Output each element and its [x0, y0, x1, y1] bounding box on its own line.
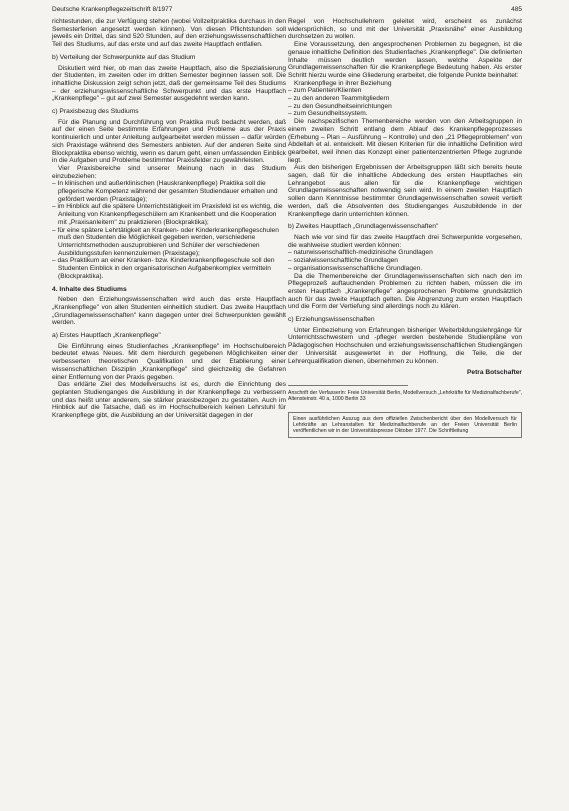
editorial-note-box [288, 412, 522, 438]
list-item: – zu den anderen Teammitgliedern [288, 95, 390, 103]
section-heading: b) Zweites Hauptfach „Grundlagenwissenschaften" [288, 223, 439, 231]
list-item: – organisationswissenschaftliche Grundlagen. [288, 264, 423, 272]
section-heading: c) Erziehungswissenschaften [288, 316, 375, 324]
paragraph: Neben den Erziehungswissenschaften wird auch das erste Hauptfach „Krankenpflege" von allen Studenten einheitlich studiert. Das zweite Hauptfach „Grundlagenwissenschaften" kann dagegen unter drei Schwerpunkten gewählt werden. [52, 296, 286, 327]
paragraph: Aus den bisherigen Ergebnissen der Arbeitsgruppen läßt sich bereits heute sagen, daß für die inhaltliche Abdeckung des ersten Hauptfaches ein Lehrangebot aus allen für die Krankenpflege wichtigen Grundlagenwissenschaften notwendig sein wird. In einem zweiten Hauptfach sollen dann Kenntnisse bestimmter Grundlagenwissenschaften soweit vertieft werden, daß die Absolventen des Studienganges Auszubildende in der Krankenpflege darin unterrichten können. [288, 164, 522, 218]
list-item: – zum Patienten/Klienten [288, 87, 362, 95]
paragraph: Das erklärte Ziel des Modellversuchs ist es, durch die Einrichtung des geplanten Studienganges die Ausbildung in der Krankenpflege zu verbessern und das heißt unter anderem, sie stärker praxisbezogen zu gestalten. Auch im Hinblick auf die Tatsache, daß es im Hochschulbereich keinen Lehrstuhl für Krankenpflege gibt, die Ausbildung an der Universität dagegen in der [52, 381, 286, 420]
section-heading: b) Verteilung der Schwerpunkte auf das Studium [52, 53, 196, 61]
list-item: – In klinischen und außerklinischen (Hauskrankenpflege) Praktika soll die pflegerische Kompetenz während der gesamten Studiendauer erhalten und gefördert werden (Praxistage); [52, 180, 278, 203]
paragraph: Da die Themenbereiche der Grundlagenwissenschaften sich nach den im Pflegeprozeß auftauchenden Problemen zu richten haben, müssen die im ersten Hauptfach „Krankenpflege" angesprochenen Probleme grundsätzlich auch für das zweite Hauptfach gelten. Die Abgrenzung zum ersten Hauptfach und die Form der Vertiefung sind allerdings noch zu klären. [288, 272, 522, 311]
left-column [52, 18, 286, 420]
page-header [52, 4, 522, 16]
focus-list [288, 249, 522, 272]
editorial-note: Einen ausführlichen Auszug aus dem offiziellen Zwischenbericht über den Modellversuch für Lehrkräfte an Lehranstalten für Medizinalfachberufe an der Freien Universität Berlin veröffentlichen wir in der Universitätspresse Oktober 1977. Die Schriftleitung [293, 415, 517, 434]
list-item: – im Hinblick auf die spätere Unterrichtstätigkeit im Praxisfeld ist es wichtig, die Anleitung von Krankenpflegeschülern am Krankenbett und die Kooperation mit „Praxisanleitern" zu praktizieren (Blockpraktika); [52, 203, 283, 226]
list-item: – zum Gesundheitssystem. [288, 110, 368, 118]
paragraph: Die nachspezifischen Themenbereiche werden von den Arbeitsgruppen in einem zweiten Schritt entlang dem Ablauf des Krankenpflegeprozesses (Erhebung – Plan – Ausführung – Kontrolle) und den „21 Pflegeproblemen" von Abdellah et al. entwickelt. Mit diesen Kriterien für die inhaltliche Definition wird gearbeitet, weil ihnen das Konzept einer patientenzentrierten Pflege zugrunde liegt. [288, 118, 522, 164]
praxis-list [52, 180, 286, 280]
relation-list [288, 87, 522, 118]
right-column [288, 18, 522, 438]
page-number: 485 [511, 6, 522, 13]
paragraph: Vier Praxisbereiche sind unserer Meinung nach in das Studium einzubeziehen: [52, 164, 286, 180]
paragraph: Eine Voraussetzung, den angesprochenen Problemen zu begegnen, ist die genaue inhaltliche Definition des Studienfaches „Krankenpflege". Die definierten Inhalte müssen deutlich werden lassen, welche Aspekte der Grundlagenwissenschaften für die Krankenpflege Bedeutung haben. Als erster Schritt hierzu wurde eine Gliederung erarbeitet, die folgende Punkte beinhaltet: [288, 41, 522, 79]
paragraph: Diskutiert wird hier, ob man das zweite Hauptfach, also die Spezialisierung der Studenten, im zweiten oder im dritten Semester beginnen lassen soll. Die inhaltliche Diskussion zeigt schon jetzt, daß der gemeinsame Teil des Studiums – der erziehungswissenschaftliche Schwerpunkt und das erste Hauptfach „Krankenpflege" – gut auf zwei Semester ausgedehnt werden kann. [52, 64, 286, 103]
paragraph: richtestunden, die zur Verfügung stehen (wobei Vollzeitpraktika durchaus in den Semesterferien angesetzt werden können). Von diesen Pflichtstunden soll jeweils ein Drittel, das sind 520 Stunden, auf den erziehungswissenschaftlichen Teil des Studiums, auf das erste und auf das zweite Hauptfach entfallen. [52, 18, 286, 49]
paragraph: Regel von Hochschullehrern geleitet wird, erscheint es zunächst widersprüchlich, so und mit der Universität „Praxisnähe" einer Ausbildung durchsetzen zu wollen. [288, 18, 522, 41]
paragraph: Krankenpflege in ihrer Beziehung [294, 79, 392, 87]
paragraph: Die Einführung eines Studienfaches „Krankenpflege" im Hochschulbereich bedeutet etwas Neues. Mit dem hierdurch gegebenen Möglichkeiten einer verbesserten theoretischen Qualifikation und der Etablierung einer wissenschaftlichen Disziplin „Krankenpflege" sind gleichzeitig die Gefahren einer Entfernung von der Praxis gegeben. [52, 342, 286, 381]
list-item: – für eine spätere Lehrtätigkeit an Kranken- oder Kinderkrankenpflegeschulen muß den Studenten die Möglichkeit gegeben werden, verschiedene Unterrichtsmethoden auszuprobieren und Schüler der verschiedenen Ausbildungsstufen kennenzulernen (Praxistage); [52, 226, 279, 257]
chapter-heading: 4. Inhalte des Studiums [52, 285, 127, 293]
paragraph: Für die Planung und Durchführung von Praktika muß bedacht werden, daß auf der einen Seite bestimmte Erfahrungen und Probleme aus der Praxis kontinuierlich und unter Anleitung aufgearbeitet werden müssen – dafür würden sich Praxistage während des Semesters anbieten. Auf der anderen Seite sind Blockpraktika ebenso wichtig, wenn es darum geht, einen umfassenden Einblick in die Aufgaben und Probleme bestimmter Praxisfelder zu gewährleisten. [52, 118, 286, 165]
journal-title: Deutsche Krankenpflegezeitschrift 8/1977 [52, 6, 173, 13]
paragraph: Nach wie vor sind für das zweite Hauptfach drei Schwerpunkte vorgesehen, die wahlweise studiert werden können: [288, 233, 522, 249]
section-heading: c) Praxisbezug des Studiums [52, 108, 139, 116]
paragraph: Unter Einbeziehung von Erfahrungen bisheriger Weiterbildungslehrgänge für Unterrichtsschwestern und -pfleger werden bestehende Studienpläne von Pädagogischen Hochschulen und erziehungswissenschaftlichen Studiengängen der Universität ausgewertet in der Hoffnung, die Teile, die der Lehrerqualifikation dienen, übernehmen zu können. [288, 326, 522, 365]
author-signature: Petra Botschafter [467, 369, 522, 377]
list-item: – sozialwissenschaftliche Grundlagen [288, 257, 398, 265]
list-item: – naturwissenschaftlich-medizinische Grundlagen [288, 249, 433, 257]
list-item: – das Praktikum an einer Kranken- bzw. Kinderkrankenpflegeschule soll den Studenten Einblick in den organisatorischen Aufgabenkomplex vermitteln (Blockpraktika). [52, 257, 275, 280]
author-address-footnote: Anschrift der Verfasserin: Freie Universität Berlin, Modellversuch „Lehrkräfte für Medizinalfachberufe", Altensteinstr. 40 a, 1000 Berlin 33 [288, 389, 522, 402]
section-heading: a) Erstes Hauptfach „Krankenpflege" [52, 332, 161, 340]
list-item: – zu den Gesundheitseinrichtungen [288, 102, 392, 110]
footnote-divider [288, 385, 408, 386]
